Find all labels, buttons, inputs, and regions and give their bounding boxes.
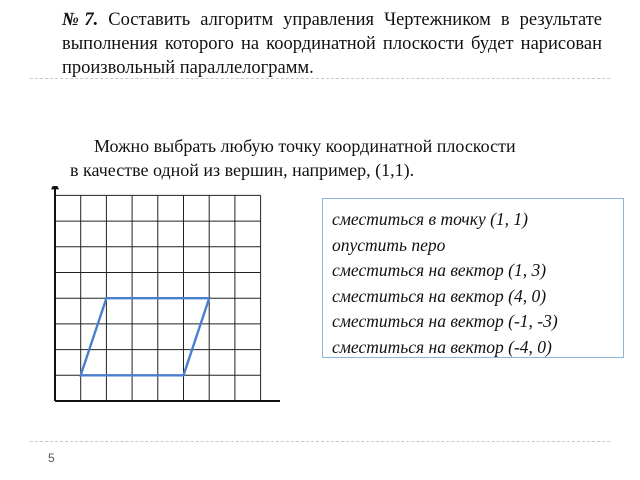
task-text: Составить алгоритм управления Чертежником в результате выполнения которого на координатной плоскости будет нарисован произвольный параллелограмм. [62,10,602,78]
algorithm-line: сместиться на вектор (1, 3) [332,260,547,280]
algorithm-line: сместиться на вектор (-1, -3) [332,311,558,331]
hint-line-1: Можно выбрать любую точку координатной плоскости [94,136,516,156]
algorithm-line: сместиться на вектор (4, 0) [332,285,547,306]
coordinate-plane [40,186,280,416]
parallelogram-shape [81,298,210,375]
hint-text [70,134,610,182]
hint-line-2: в качестве одной из вершин, например, (1,1). [70,160,415,180]
divider-top [30,78,610,79]
divider-bottom [30,441,610,442]
y-axis-arrow-icon [51,186,59,189]
task-statement [62,8,602,80]
algorithm-box [322,198,624,358]
algorithm-line: сместиться в точку (1, 1) [332,209,528,229]
task-number: №7. [62,10,99,30]
page-number: 5 [48,451,55,465]
algorithm-line: сместиться на вектор (-4, 0) [332,336,552,357]
coordinate-plane-svg [40,186,280,416]
algorithm-line: опустить перо [332,234,446,255]
